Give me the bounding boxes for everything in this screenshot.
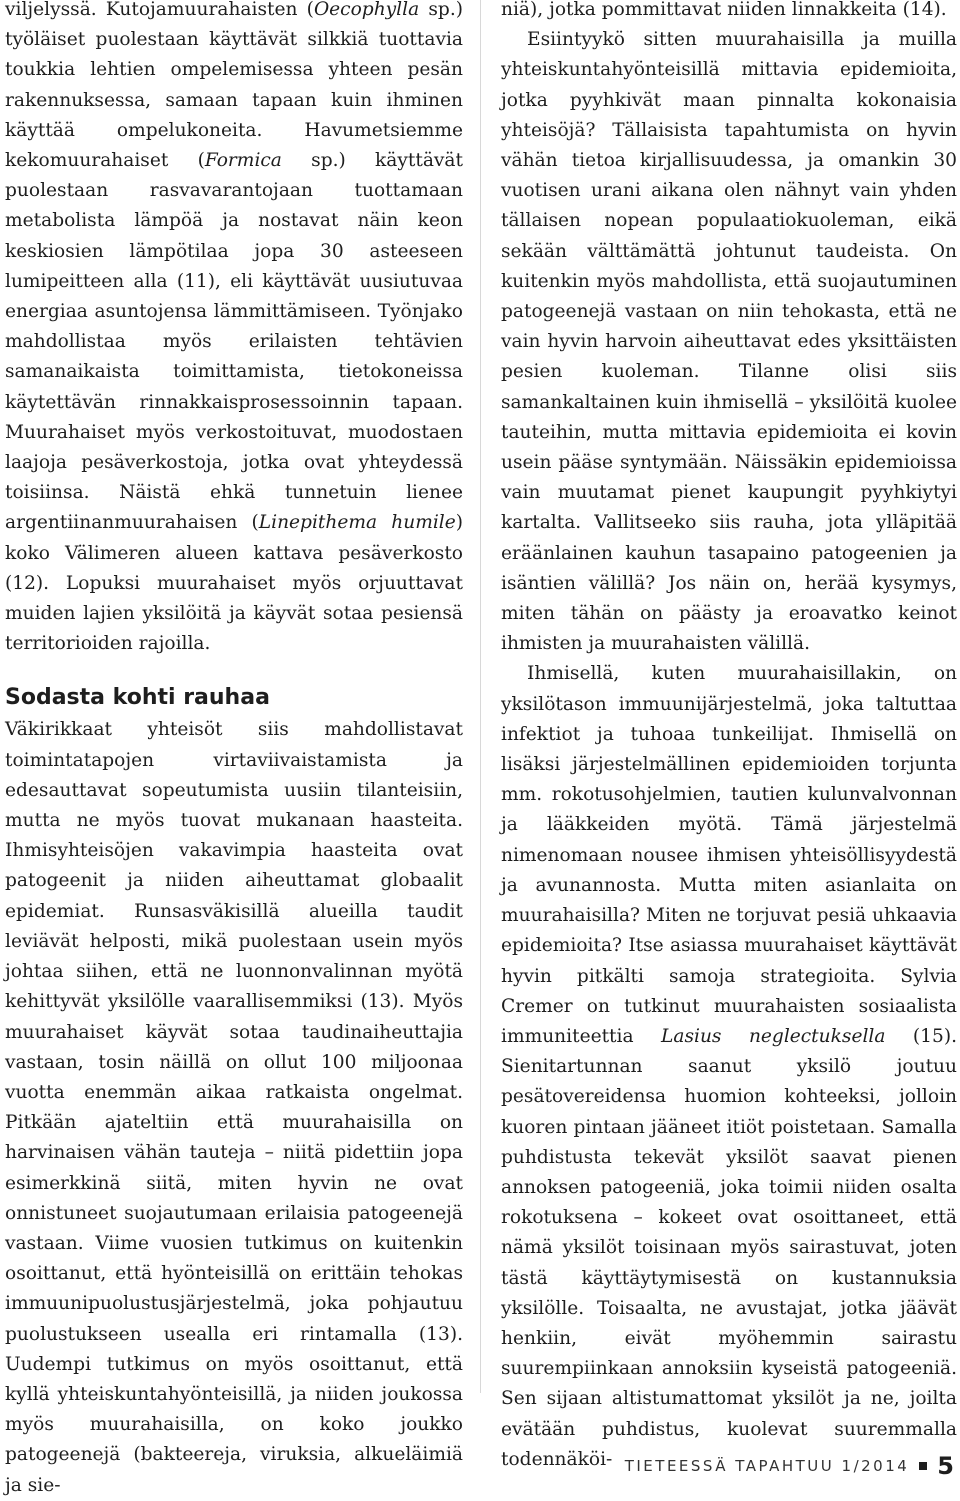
left-column <box>5 0 463 1501</box>
species-name: Formica <box>204 150 282 172</box>
journal-name: TIETEESSÄ TAPAHTUU 1/2014 <box>624 1457 910 1475</box>
text-run: Ihmisellä, kuten muurahaisillakin, on yksilötason immuunijärjestelmä, joka taltuttaa infektiot ja tuhoaa tunkeilijat. Ihmisellä on lisäksi järjestelmällinen epidemioiden torjunta mm. rokotusohjelmien, tautien kulunvalvonnan ja lääkkeiden myötä. Tämä järjestelmä nimenomaan nousee ihmisen yhteisöllisyydestä ja avunannosta. Mutta miten asianlaita on muurahaisilla? Miten ne torjuvat pesiä uhkaavia epidemioita? Itse asiassa muurahaiset käyttävät hyvin pitkälti samoja strategioita. Sylvia Cremer on tutkinut muurahaisten sosiaalista immuniteettia <box>501 663 957 1047</box>
text-run: viljelyssä. Kutojamuurahaisten ( <box>5 0 314 20</box>
paragraph <box>501 659 957 1474</box>
text-run: sp.) käyttävät puolestaan rasvavarantojaan tuottamaan metabolista lämpöä ja nostavat näin keon keskiosien lämpötilaa jopa 30 asteeseen lumipeitteen alla (11), eli käyttävät uusiutuvaa energiaa asuntojensa lämmittämiseen. Työnjako mahdollistaa myös erilaisten tehtävien samanaikaista toimittamista, tietokoneissa käytettävän rinnakkaisprosessoinnin tapaan. Muurahaiset myös verkostoituvat, muodostaen laajoja pesäverkostoja, jotka ovat yhteydessä toisiinsa. Näistä ehkä tunnetuin lienee argentiinanmuurahaisen ( <box>5 150 463 534</box>
text-run: (15). Sienitartunnan saanut yksilö joutuu pesätovereidensa huomion kohteeksi, jolloin kuoren pintaan jääneet itiöt poistetaan. Samalla puhdistusta tekevät yksilöt saavat pienen annoksen patogeeniä, joka toimii niiden osalta rokotuksena – kokeet ovat osoittaneet, että nämä yksilöt toisinaan myös sairastuvat, joten tästä käyttäytymisestä on kustannuksia yksilölle. Toisaalta, ne avustajat, jotka jäävät henkiin, eivät myöhemmin sairastu suurempiinkaan annoksiin kyseistä patogeeniä. Sen sijaan altistumattomat yksilöt ja ne, joilta evätään puhdistus, kuolevat suuremmalla todennäköi- <box>501 1025 957 1470</box>
paragraph: Esiintyykö sitten muurahaisilla ja muilla yhteiskuntahyönteisillä mittavia epidemioita, jotka pyyhkivät maan pinnalta kokonaisia yhteisöjä? Tällaisista tapahtumista on hyvin vähän tietoa kirjallisuudessa, ja omankin 30 vuotisen urani aikana olen nähnyt vain yhden tällaisen nopean populaatiokuoleman, eikä sekään välttämättä johtunut taudeista. On kuitenkin myös mahdollista, että suojautuminen patogeenejä vastaan on niin tehokasta, että ne vain hyvin harvoin aiheuttavat edes yksittäisten pesien kuoleman. Tilanne olisi siis samankaltainen kuin ihmisellä – yksilöitä kuolee tauteihin, mutta mittavia epidemioita ei kovin usein pääse syntymään. Näissäkin epidemioissa vain muutamat pienet kaupungit pyyhkiytyi kartalta. Vallitseeko siis rauha, jota ylläpitää eräänlainen kauhun tasapaino patogeenien ja isäntien välillä? Jos näin on, herää kysymys, miten tähän on päästy ja eroavatko keinot ihmisten ja muurahaisten välillä. <box>501 29 957 655</box>
right-column <box>501 0 957 1475</box>
section-heading: Sodasta kohti rauhaa <box>5 685 270 711</box>
paragraph: niä), jotka pommittavat niiden linnakkeita (14). <box>501 0 947 20</box>
column-divider <box>480 0 481 1393</box>
page-number: 5 <box>937 1452 954 1480</box>
text-run: ) koko Välimeren alueen kattava pesäverkosto (12). Lopuksi muurahaiset myös orjuuttavat muiden lajien yksilöitä ja käyvät sotaa pesiensä territorioiden rajoilla. <box>5 512 463 655</box>
species-name: Oecophylla <box>313 0 420 20</box>
square-bullet-icon <box>919 1462 927 1470</box>
page-footer <box>625 1452 954 1480</box>
text-run: sp.) työläiset puolestaan käyttävät silkkiä tuottavia toukkia lehtien ompelemisessa yhteen pesän rakennuksessa, samaan tapaan kuin ihminen käyttää ompelukoneita. Havumetsiemme kekomuurahaiset ( <box>5 0 463 172</box>
species-name: Lasius neglectuksella <box>661 1025 886 1047</box>
species-name: Linepithema humile <box>258 512 456 534</box>
paragraph: Väkirikkaat yhteisöt siis mahdollistavat toimintatapojen virtaviivaistamista ja edesauttavat sopeutumista uusiin tilanteisiin, mutta ne myös tuovat mukanaan haasteita. Ihmisyhteisöjen vakavimpia haasteita ovat patogeenit ja niiden aiheuttamat globaalit epidemiat. Runsasväkisillä alueilla taudit leviävät helposti, mikä puolestaan usein myös johtaa siihen, että ne luonnonvalinnan myötä kehittyvät yksilölle vaarallisemmiksi (13). Myös muurahaiset käyvät sotaa taudinaiheuttajia vastaan, tosin näillä on ollut 100 miljoonaa vuotta enemmän aikaa ratkaista ongelmat. Pitkään ajateltiin että muurahaisilla on harvinaisen vähän tauteja – niitä pidettiin jopa esimerkkinä siitä, miten hyvin ne ovat onnistuneet suojautumaan erilaisia patogeenejä vastaan. Viime vuosien tutkimus on kuitenkin osoittanut, että hyönteisillä on erittäin tehokas immuunipuolustusjärjestelmä, joka pohjautuu puolustukseen usealla eri rintamalla (13). Uudempi tutkimus on myös osoittanut, että kyllä yhteiskuntahyönteisillä, ja niiden joukossa myös muurahaisilla, on koko joukko patogeenejä (bakteereja, viruksia, alkueläimiä ja sie- <box>5 719 463 1496</box>
paragraph <box>5 0 463 659</box>
